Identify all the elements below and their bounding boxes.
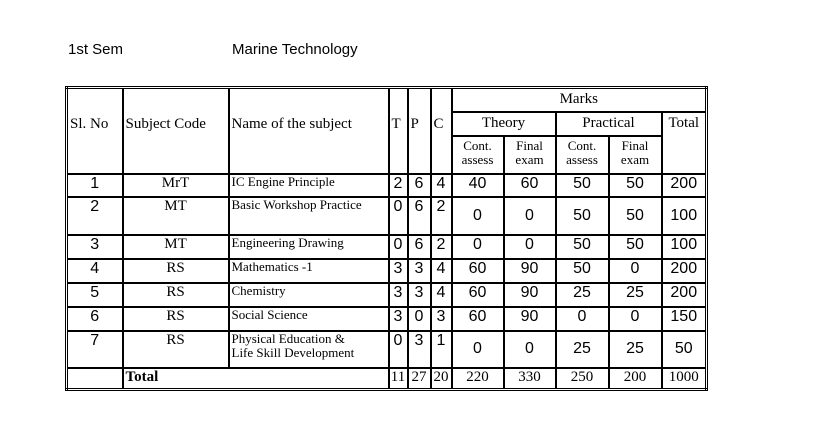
row-t: 3 — [389, 283, 408, 307]
row-sl-no: 2 — [67, 197, 123, 235]
row-sl-no: 3 — [67, 235, 123, 259]
header-theory-cont-assess: Cont. assess — [452, 136, 504, 174]
table-row — [67, 235, 707, 259]
row-sl-no: 7 — [67, 331, 123, 368]
row-total: 50 — [662, 331, 707, 368]
row-p: 6 — [408, 197, 431, 235]
row-subject-code: RS — [123, 307, 229, 331]
marks-table — [65, 86, 708, 391]
program-title: Marine Technology — [232, 41, 358, 58]
row-practical-cont: 25 — [556, 283, 609, 307]
header-marks: Marks — [452, 88, 707, 112]
row-theory-cont: 60 — [452, 307, 504, 331]
row-theory-final: 60 — [504, 174, 556, 197]
row-theory-cont: 40 — [452, 174, 504, 197]
total-label: Total — [123, 368, 389, 390]
table-row — [67, 259, 707, 283]
total-row — [67, 368, 707, 390]
header-theory-final-exam: Final exam — [504, 136, 556, 174]
header-practical-cont-assess: Cont. assess — [556, 136, 609, 174]
row-theory-final: 0 — [504, 331, 556, 368]
row-t: 0 — [389, 331, 408, 368]
row-total: 200 — [662, 259, 707, 283]
row-practical-cont: 50 — [556, 197, 609, 235]
row-p: 6 — [408, 235, 431, 259]
row-subject-name: Social Science — [229, 307, 389, 331]
row-t: 3 — [389, 259, 408, 283]
row-total: 200 — [662, 174, 707, 197]
row-subject-name: Chemistry — [229, 283, 389, 307]
total-theory-final: 330 — [504, 368, 556, 390]
row-theory-final: 90 — [504, 307, 556, 331]
table-row — [67, 197, 707, 235]
row-p: 3 — [408, 283, 431, 307]
header-theory: Theory — [452, 112, 556, 136]
total-t: 11 — [389, 368, 408, 390]
row-practical-cont: 0 — [556, 307, 609, 331]
row-c: 4 — [431, 174, 452, 197]
table-row — [67, 331, 707, 368]
row-c: 3 — [431, 307, 452, 331]
row-c: 2 — [431, 235, 452, 259]
row-p: 3 — [408, 259, 431, 283]
header-practical: Practical — [556, 112, 662, 136]
row-theory-cont: 60 — [452, 283, 504, 307]
header-sl-no: Sl. No — [67, 88, 123, 174]
row-subject-name: Basic Workshop Practice — [229, 197, 389, 235]
header-p: P — [408, 88, 431, 174]
row-theory-cont: 60 — [452, 259, 504, 283]
table-row — [67, 307, 707, 331]
row-p: 6 — [408, 174, 431, 197]
row-theory-final: 0 — [504, 235, 556, 259]
row-practical-cont: 50 — [556, 259, 609, 283]
row-theory-cont: 0 — [452, 235, 504, 259]
row-theory-final: 90 — [504, 259, 556, 283]
total-theory-cont: 220 — [452, 368, 504, 390]
row-practical-final: 50 — [609, 174, 662, 197]
row-practical-cont: 50 — [556, 235, 609, 259]
row-t: 0 — [389, 197, 408, 235]
row-total: 100 — [662, 235, 707, 259]
row-subject-code: MT — [123, 235, 229, 259]
row-sl-no: 1 — [67, 174, 123, 197]
semester-label: 1st Sem — [68, 41, 124, 58]
row-p: 3 — [408, 331, 431, 368]
row-subject-name: Physical Education & Life Skill Development — [229, 331, 389, 368]
row-practical-final: 0 — [609, 307, 662, 331]
row-practical-cont: 50 — [556, 174, 609, 197]
row-c: 4 — [431, 283, 452, 307]
total-row-blank — [67, 368, 123, 390]
table-row — [67, 174, 707, 197]
row-practical-cont: 25 — [556, 331, 609, 368]
header-practical-final-exam: Final exam — [609, 136, 662, 174]
row-c: 1 — [431, 331, 452, 368]
row-practical-final: 50 — [609, 197, 662, 235]
row-total: 200 — [662, 283, 707, 307]
row-theory-final: 0 — [504, 197, 556, 235]
total-practical-cont: 250 — [556, 368, 609, 390]
total-c: 20 — [431, 368, 452, 390]
row-subject-code: MT — [123, 197, 229, 235]
total-practical-final: 200 — [609, 368, 662, 390]
row-c: 2 — [431, 197, 452, 235]
table-row — [67, 283, 707, 307]
header-total: Total — [662, 112, 707, 174]
row-subject-code: RS — [123, 283, 229, 307]
row-subject-name: Engineering Drawing — [229, 235, 389, 259]
total-p: 27 — [408, 368, 431, 390]
row-t: 0 — [389, 235, 408, 259]
row-subject-name: IC Engine Principle — [229, 174, 389, 197]
header-c: C — [431, 88, 452, 174]
row-total: 100 — [662, 197, 707, 235]
row-subject-code: RS — [123, 331, 229, 368]
header-t: T — [389, 88, 408, 174]
row-practical-final: 0 — [609, 259, 662, 283]
row-sl-no: 5 — [67, 283, 123, 307]
row-p: 0 — [408, 307, 431, 331]
row-total: 150 — [662, 307, 707, 331]
row-theory-final: 90 — [504, 283, 556, 307]
row-sl-no: 4 — [67, 259, 123, 283]
total-grand: 1000 — [662, 368, 707, 390]
row-subject-code: MrT — [123, 174, 229, 197]
row-subject-code: RS — [123, 259, 229, 283]
row-c: 4 — [431, 259, 452, 283]
row-practical-final: 25 — [609, 283, 662, 307]
row-sl-no: 6 — [67, 307, 123, 331]
row-theory-cont: 0 — [452, 197, 504, 235]
row-practical-final: 50 — [609, 235, 662, 259]
row-subject-name: Mathematics -1 — [229, 259, 389, 283]
row-practical-final: 25 — [609, 331, 662, 368]
row-theory-cont: 0 — [452, 331, 504, 368]
header-subject-name: Name of the subject — [229, 88, 389, 174]
header-subject-code: Subject Code — [123, 88, 229, 174]
row-t: 2 — [389, 174, 408, 197]
row-t: 3 — [389, 307, 408, 331]
